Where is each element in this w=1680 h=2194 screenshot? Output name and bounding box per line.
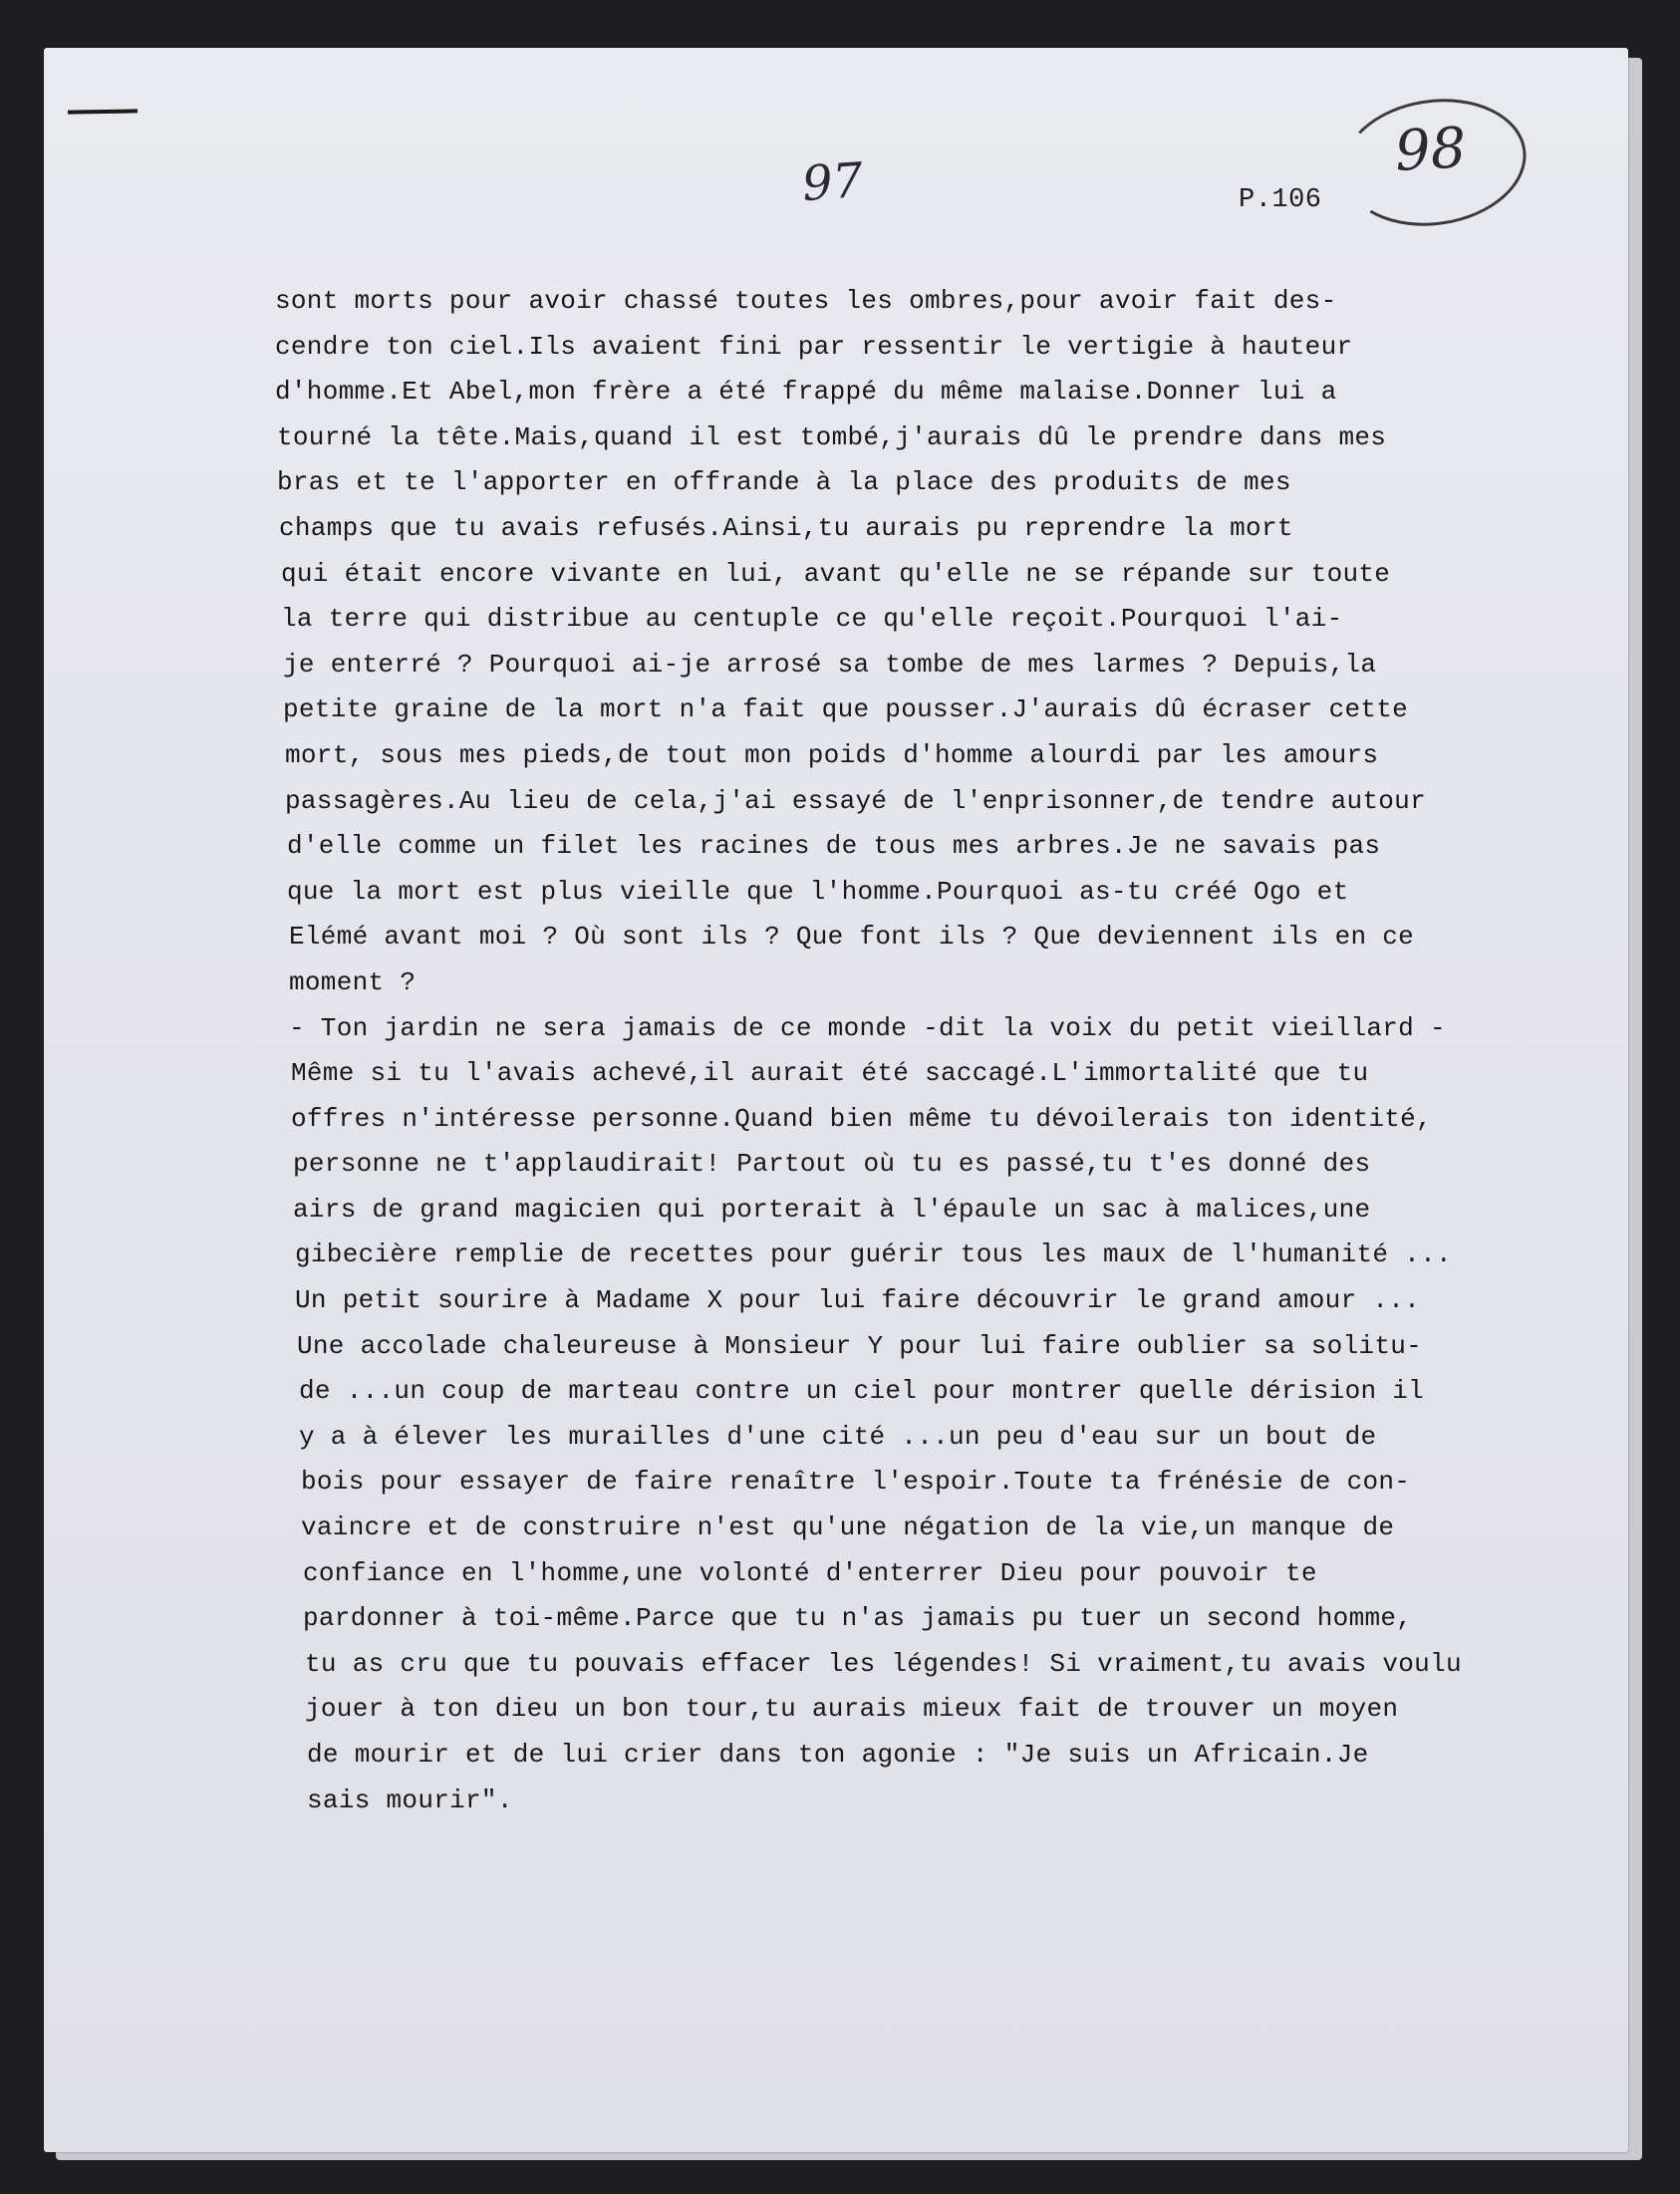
text-line: confiance en l'homme,une volonté d'enterrer Dieu pour pouvoir te [303,1557,1317,1588]
text-line: jouer à ton dieu un bon tour,tu aurais mieux fait de trouver un moyen [305,1694,1399,1725]
text-line: vaincre et de construire n'est qu'une négation de la vie,un manque de [301,1512,1395,1543]
text-line: Même si tu l'avais achevé,il aurait été saccagé.L'immortalité que tu [291,1058,1369,1089]
text-line: qui était encore vivante en lui, avant qu'elle ne se répande sur toute [281,558,1391,589]
text-line: - Ton jardin ne sera jamais de ce monde -dit la voix du petit vieillard - [289,1012,1446,1043]
text-line: d'homme.Et Abel,mon frère a été frappé du même malaise.Donner lui a [275,377,1337,408]
text-line: je enterré ? Pourquoi ai-je arrosé sa tombe de mes larmes ? Depuis,la [283,649,1377,680]
text-line: petite graine de la mort n'a fait que pousser.J'aurais dû écraser cette [283,694,1409,725]
text-line: pardonner à toi-même.Parce que tu n'as jamais pu tuer un second homme, [303,1603,1413,1634]
text-line: Elémé avant moi ? Où sont ils ? Que font ils ? Que deviennent ils en ce [289,922,1415,953]
text-line: de mourir et de lui crier dans ton agonie : "Je suis un Africain.Je [307,1740,1369,1770]
handwritten-page-number: 97 [800,151,865,213]
text-line: la terre qui distribue au centuple ce qu'elle reçoit.Pourquoi l'ai- [281,604,1343,635]
typed-page-reference: P.106 [1239,185,1322,215]
text-line: d'elle comme un filet les racines de tous mes arbres.Je ne savais pas [287,831,1381,862]
text-line: cendre ton ciel.Ils avaient fini par ressentir le vertigie à hauteur [275,331,1353,362]
text-line: Une accolade chaleureuse à Monsieur Y pour lui faire oublier sa solitu- [297,1330,1423,1361]
text-line: moment ? [289,966,417,997]
paragraph-1 [269,279,1495,1006]
text-line: offres n'intéresse personne.Quand bien même tu dévoilerais ton identité, [291,1103,1432,1134]
text-line: tourné la tête.Mais,quand il est tombé,j'aurais dû le prendre dans mes [277,421,1387,452]
text-line: tu as cru que tu pouvais effacer les légendes! Si vraiment,tu avais voulu [305,1648,1462,1679]
paragraph-2 [269,1006,1495,1824]
text-line: passagères.Au lieu de cela,j'ai essayé de l'enprisonner,de tendre autour [285,785,1426,816]
text-line: mort, sous mes pieds,de tout mon poids d'homme alourdi par les amours [285,739,1379,770]
circled-page-number: 98 [1393,116,1468,184]
text-line: personne ne t'applaudirait! Partout où tu es passé,tu t'es donné des [293,1149,1371,1180]
text-line: que la mort est plus vieille que l'homme.Pourquoi as-tu créé Ogo et [287,876,1349,907]
text-line: bras et te l'apporter en offrande à la place des produits de mes [277,467,1291,498]
text-line: Un petit sourire à Madame X pour lui faire découvrir le grand amour ... [295,1285,1421,1316]
text-line: sais mourir". [307,1784,513,1815]
text-line: gibecière remplie de recettes pour guérir tous les maux de l'humanité ... [295,1239,1452,1270]
text-line: bois pour essayer de faire renaître l'espoir.Toute ta frénésie de con- [301,1467,1411,1498]
text-line: champs que tu avais refusés.Ainsi,tu aurais pu reprendre la mort [279,512,1293,543]
text-line: airs de grand magicien qui porterait à l'épaule un sac à malices,une [293,1194,1371,1225]
text-line: y a à élever les murailles d'une cité ...un peu d'eau sur un bout de [299,1421,1377,1452]
text-line: sont morts pour avoir chassé toutes les ombres,pour avoir fait des- [275,286,1337,316]
typed-text-body [269,279,1495,1823]
text-line: de ...un coup de marteau contre un ciel pour montrer quelle dérision il [299,1376,1425,1407]
